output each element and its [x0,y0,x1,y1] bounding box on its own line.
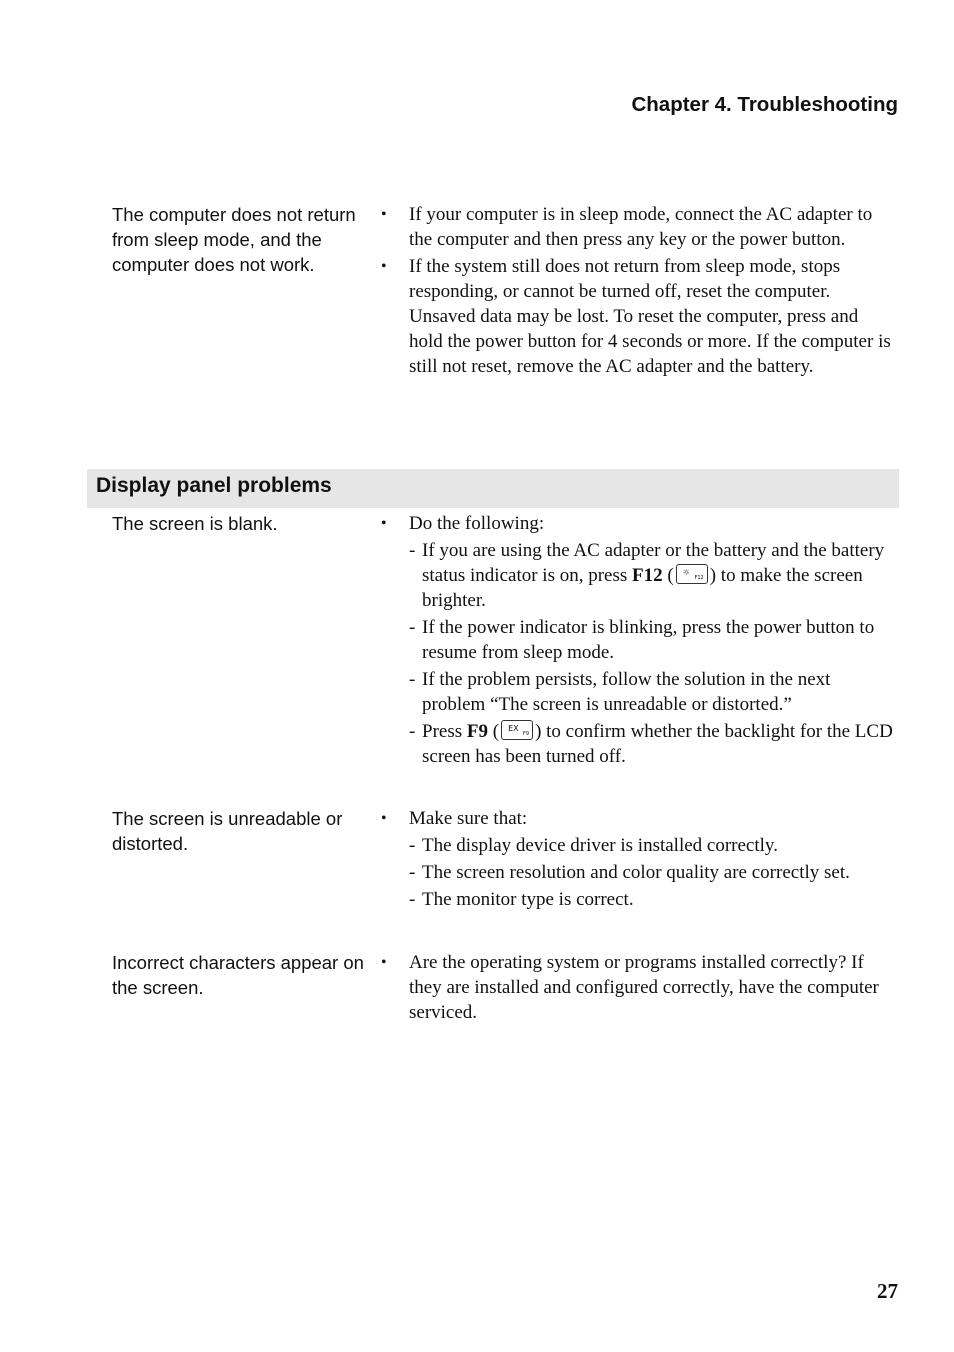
brightness-up-icon: ☼ F12 [676,564,708,584]
bullet-text: Are the operating system or programs installed correctly? If they are installed and configured correctly, have the computer serviced. [409,952,879,1023]
bullet-icon: • [381,954,387,971]
solution-list [380,950,895,1027]
chapter-header: Chapter 4. Troubleshooting [631,93,898,116]
bullet-text: If the system still does not return from sleep mode, stops responding, or cannot be turned off, reset the computer. Unsaved data may be lost. To reset the computer, press and hold the power button for 4 seconds or more. If the computer is still not reset, remove the AC adapter and the battery. [409,256,891,377]
bullet-text: If your computer is in sleep mode, connect the AC adapter to the computer and then press any key or the power button. [409,204,873,250]
dash-marker: - [409,617,416,638]
section-header-band [87,469,899,508]
bullet-icon: • [381,206,387,223]
solution-bullet [380,202,895,252]
bullet-icon: • [381,810,387,827]
dash-marker: - [409,889,416,910]
bullet-icon: • [381,515,387,532]
sub-item: - The screen resolution and color quality are correctly set. [409,862,850,883]
page-number: 27 [877,1279,898,1303]
solution-bullet [380,806,895,831]
solution-list [380,202,895,381]
dash-marker: - [409,540,416,561]
solution-bullet [380,254,895,379]
sub-item: - The monitor type is correct. [409,889,634,910]
problem-text: The computer does not return from sleep mode, and the computer does not work. [112,204,356,275]
key-name: F9 [466,721,488,742]
solution-list [380,511,895,771]
problem-text: The screen is blank. [112,513,278,534]
bullet-text: Make sure that: [409,808,528,829]
key-name: F12 [632,565,663,586]
bullet-text: Do the following: [409,513,545,534]
dash-marker: - [409,669,416,690]
solution-bullet [380,950,895,1025]
dash-marker: - [409,862,416,883]
bullet-icon: • [381,258,387,275]
display-off-icon: EX F9 [501,720,533,740]
section-title: Display panel problems [96,474,332,497]
sub-item: - If the problem persists, follow the solution in the next problem “The screen is unreadable or distorted.” [409,669,831,715]
dash-marker: - [409,835,416,856]
problem-text: Incorrect characters appear on the screen. [112,952,364,998]
sub-item: - The display device driver is installed correctly. [409,835,778,856]
solution-bullet [380,511,895,536]
sub-item: - If the power indicator is blinking, press the power button to resume from sleep mode. [409,617,875,663]
problem-text: The screen is unreadable or distorted. [112,808,343,854]
sub-item: - Press F9 ( EX F9 ) to confirm whether the backlight for the LCD screen has been turned off. [409,721,893,767]
dash-marker: - [409,721,416,742]
sub-item: - If you are using the AC adapter or the battery and the battery status indicator is on, press F12 ( ☼ F12 ) to make the screen brighter. [409,540,885,611]
solution-list [380,806,895,914]
